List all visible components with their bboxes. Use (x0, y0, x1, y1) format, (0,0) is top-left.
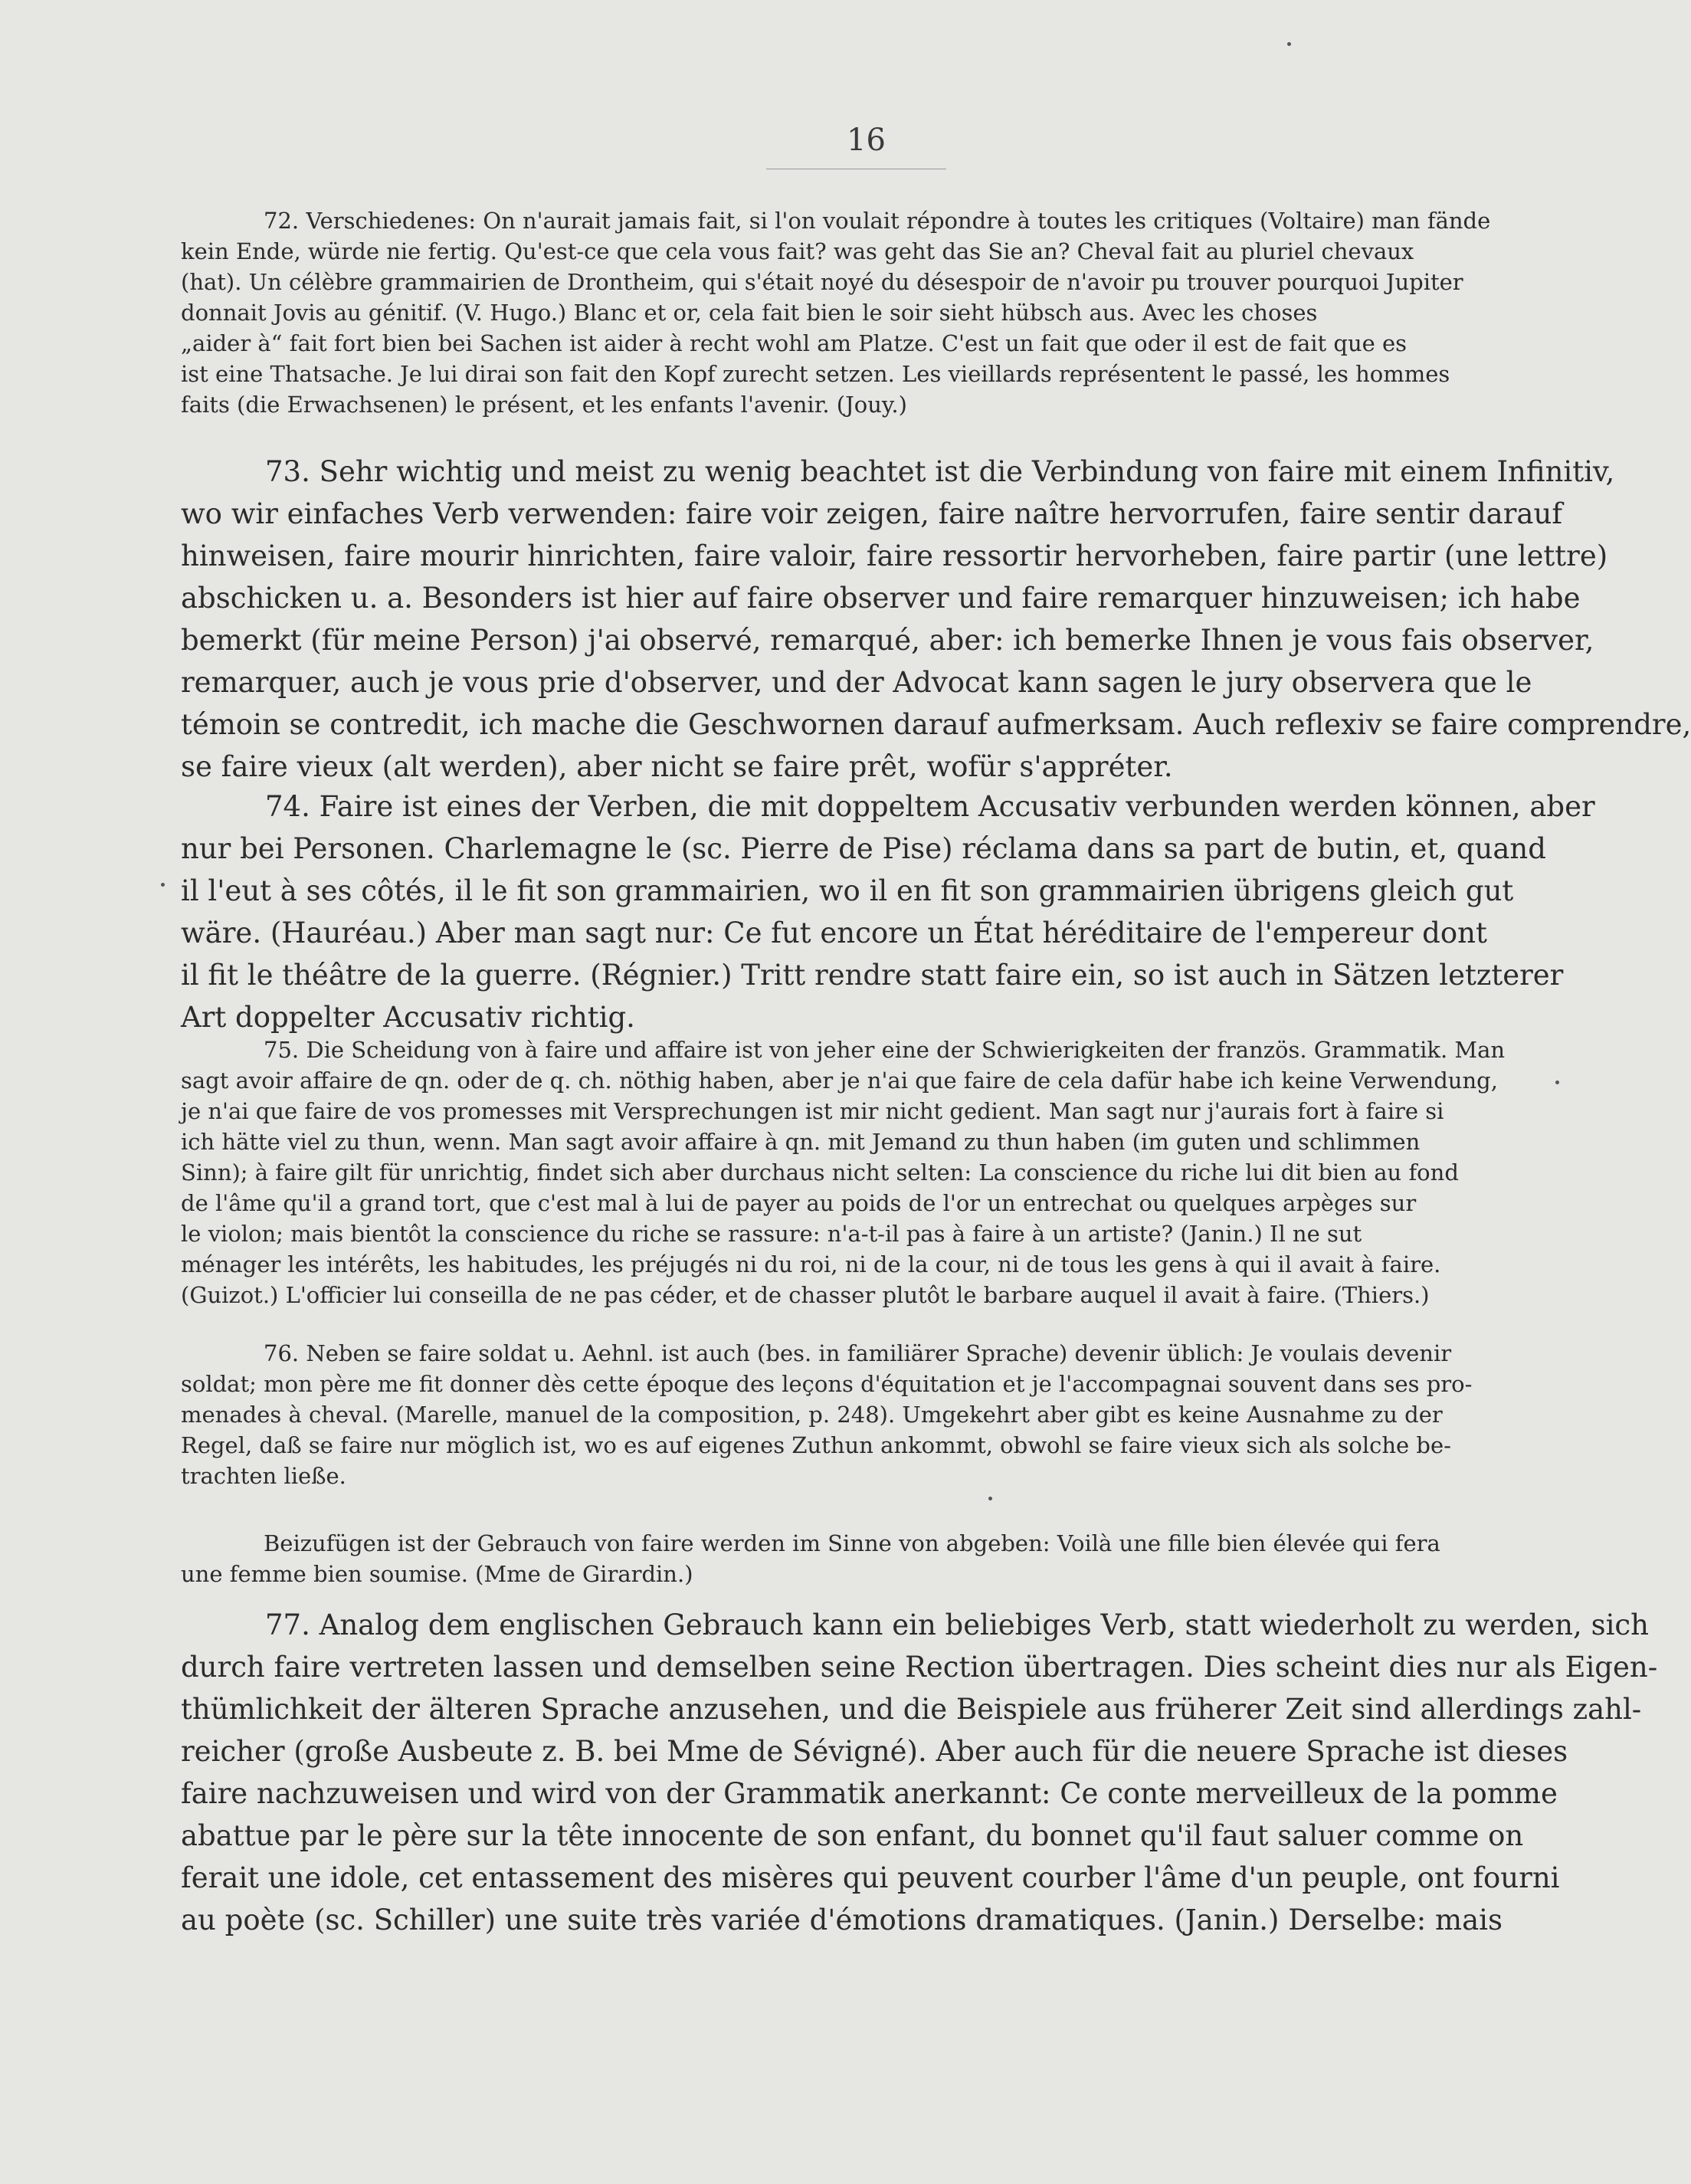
paragraph-76 (181, 1338, 1539, 1491)
text-line: de l'âme qu'il a grand tort, que c'est mal à lui de payer au poids de l'or un entrechat ou quelques arpèges sur (181, 1190, 1417, 1216)
text-line: durch faire vertreten lassen und demselben seine Rection übertragen. Dies scheint dies nur als Eigen- (181, 1651, 1658, 1684)
text-line: 74. Faire ist eines der Verben, die mit doppeltem Accusativ verbunden werden können, aber (265, 790, 1595, 823)
text-line: remarquer, auch je vous prie d'observer, und der Advocat kann sagen le jury observera que le (181, 666, 1532, 699)
margin-mark (1287, 42, 1291, 46)
text-line: se faire vieux (alt werden), aber nicht se faire prêt, wofür s'appréter. (181, 750, 1173, 783)
text-line: Regel, daß se faire nur möglich ist, wo es auf eigenes Zuthun ankommt, obwohl se faire vieux sich als solche be- (181, 1432, 1451, 1458)
text-line: faire nachzuweisen und wird von der Grammatik anerkannt: Ce conte merveilleux de la pomme (181, 1777, 1558, 1810)
text-line: 72. Verschiedenes: On n'aurait jamais fait, si l'on voulait répondre à toutes les critiques (Voltaire) man fände (264, 208, 1491, 234)
text-line: 73. Sehr wichtig und meist zu wenig beachtet ist die Verbindung von faire mit einem Infinitiv, (265, 455, 1615, 488)
text-line: sagt avoir affaire de qn. oder de q. ch. nöthig haben, aber je n'ai que faire de cela dafür habe ich keine Verwendung, (181, 1067, 1498, 1094)
text-line: ist eine Thatsache. Je lui dirai son fait den Kopf zurecht setzen. Les vieillards représentent le passé, les hommes (181, 361, 1450, 387)
text-line: thümlichkeit der älteren Sprache anzusehen, und die Beispiele aus früherer Zeit sind allerdings zahl- (181, 1693, 1642, 1726)
text-line: témoin se contredit, ich mache die Geschwornen darauf aufmerksam. Auch reflexiv se faire comprendre, (181, 708, 1691, 741)
text-line: il fit le théâtre de la guerre. (Régnier.) Tritt rendre statt faire ein, so ist auch in Sätzen letzterer (181, 959, 1564, 992)
paragraph-74 (181, 785, 1595, 1038)
text-line: je n'ai que faire de vos promesses mit Versprechungen ist mir nicht gedient. Man sagt nur j'aurais fort à faire si (181, 1098, 1444, 1124)
text-line: Beizufügen ist der Gebrauch von faire werden im Sinne von abgeben: Voilà une fille bien élevée qui fera (264, 1530, 1440, 1556)
text-line: faits (die Erwachsenen) le présent, et les enfants l'avenir. (Jouy.) (181, 392, 907, 418)
text-line: 76. Neben se faire soldat u. Aehnl. ist auch (bes. in familiärer Sprache) devenir üblich: Je voulais devenir (264, 1340, 1452, 1366)
text-line: une femme bien soumise. (Mme de Girardin.) (181, 1561, 693, 1587)
text-line: wo wir einfaches Verb verwenden: faire voir zeigen, faire naître hervorrufen, faire sentir darauf (181, 497, 1563, 530)
margin-mark (161, 883, 165, 887)
text-line: ménager les intérêts, les habitudes, les préjugés ni du roi, ni de la cour, ni de tous les gens à qui il avait à faire. (181, 1251, 1441, 1277)
text-line: (Guizot.) L'officier lui conseilla de ne pas céder, et de chasser plutôt le barbare auquel il avait à faire. (Thiers.) (181, 1282, 1430, 1308)
text-line: nur bei Personen. Charlemagne le (sc. Pierre de Pise) réclama dans sa part de butin, et, quand (181, 832, 1546, 865)
text-line: soldat; mon père me fit donner dès cette époque des leçons d'équitation et je l'accompagnai souvent dans ses pro- (181, 1371, 1473, 1397)
margin-mark (988, 1497, 992, 1500)
text-line: le violon; mais bientôt la conscience du riche se rassure: n'a-t-il pas à faire à un artiste? (Janin.) Il ne sut (181, 1221, 1362, 1247)
text-line: „aider à“ fait fort bien bei Sachen ist aider à recht wohl am Platze. C'est un fait que oder il est de fait que es (181, 330, 1408, 356)
paragraph-72 (181, 205, 1539, 420)
text-line: au poète (sc. Schiller) une suite très variée d'émotions dramatiques. (Janin.) Derselbe: mais (181, 1904, 1503, 1936)
text-line: ich hätte viel zu thun, wenn. Man sagt avoir affaire à qn. mit Jemand zu thun haben (im guten und schlimmen (181, 1129, 1421, 1155)
page-number: 16 (847, 123, 886, 158)
paragraph-note (181, 1528, 1539, 1589)
text-line: (hat). Un célèbre grammairien de Drontheim, qui s'était noyé du désespoir de n'avoir pu trouver pourquoi Jupiter (181, 269, 1463, 295)
text-line: reicher (große Ausbeute z. B. bei Mme de Sévigné). Aber auch für die neuere Sprache ist dieses (181, 1735, 1568, 1768)
text-line: 75. Die Scheidung von à faire und affaire ist von jeher eine der Schwierigkeiten der französ. Grammatik. Man (264, 1037, 1506, 1063)
text-line: Sinn); à faire gilt für unrichtig, findet sich aber durchaus nicht selten: La conscience du riche lui dit bien au fond (181, 1159, 1459, 1185)
text-line: trachten ließe. (181, 1463, 346, 1489)
paragraph-73 (181, 451, 1691, 788)
text-line: abattue par le père sur la tête innocente de son enfant, du bonnet qu'il faut saluer comme on (181, 1819, 1524, 1852)
margin-mark (1555, 1081, 1559, 1084)
text-line: ferait une idole, cet entassement des misères qui peuvent courber l'âme d'un peuple, ont fourni (181, 1861, 1560, 1894)
text-line: hinweisen, faire mourir hinrichten, faire valoir, faire ressortir hervorheben, faire partir (une lettre) (181, 539, 1608, 572)
text-line: il l'eut à ses côtés, il le fit son grammairien, wo il en fit son grammairien übrigens gleich gut (181, 874, 1514, 907)
text-line: menades à cheval. (Marelle, manuel de la composition, p. 248). Umgekehrt aber gibt es keine Ausnahme zu der (181, 1402, 1443, 1428)
text-line: donnait Jovis au génitif. (V. Hugo.) Blanc et or, cela fait bien le soir sieht hübsch aus. Avec les choses (181, 300, 1318, 326)
text-line: wäre. (Hauréau.) Aber man sagt nur: Ce fut encore un État héréditaire de l'empereur dont (181, 917, 1487, 949)
text-line: bemerkt (für meine Person) j'ai observé, remarqué, aber: ich bemerke Ihnen je vous fais observer, (181, 624, 1594, 657)
text-line: kein Ende, würde nie fertig. Qu'est-ce que cela vous fait? was geht das Sie an? Cheval fait au pluriel chevaux (181, 238, 1414, 264)
text-line: abschicken u. a. Besonders ist hier auf faire observer und faire remarquer hinzuweisen; ich habe (181, 582, 1581, 615)
text-line: 77. Analog dem englischen Gebrauch kann ein beliebiges Verb, statt wiederholt zu werden, sich (265, 1608, 1649, 1641)
paragraph-75 (181, 1035, 1539, 1310)
paragraph-77 (181, 1604, 1658, 1941)
text-line: Art doppelter Accusativ richtig. (181, 1001, 635, 1034)
